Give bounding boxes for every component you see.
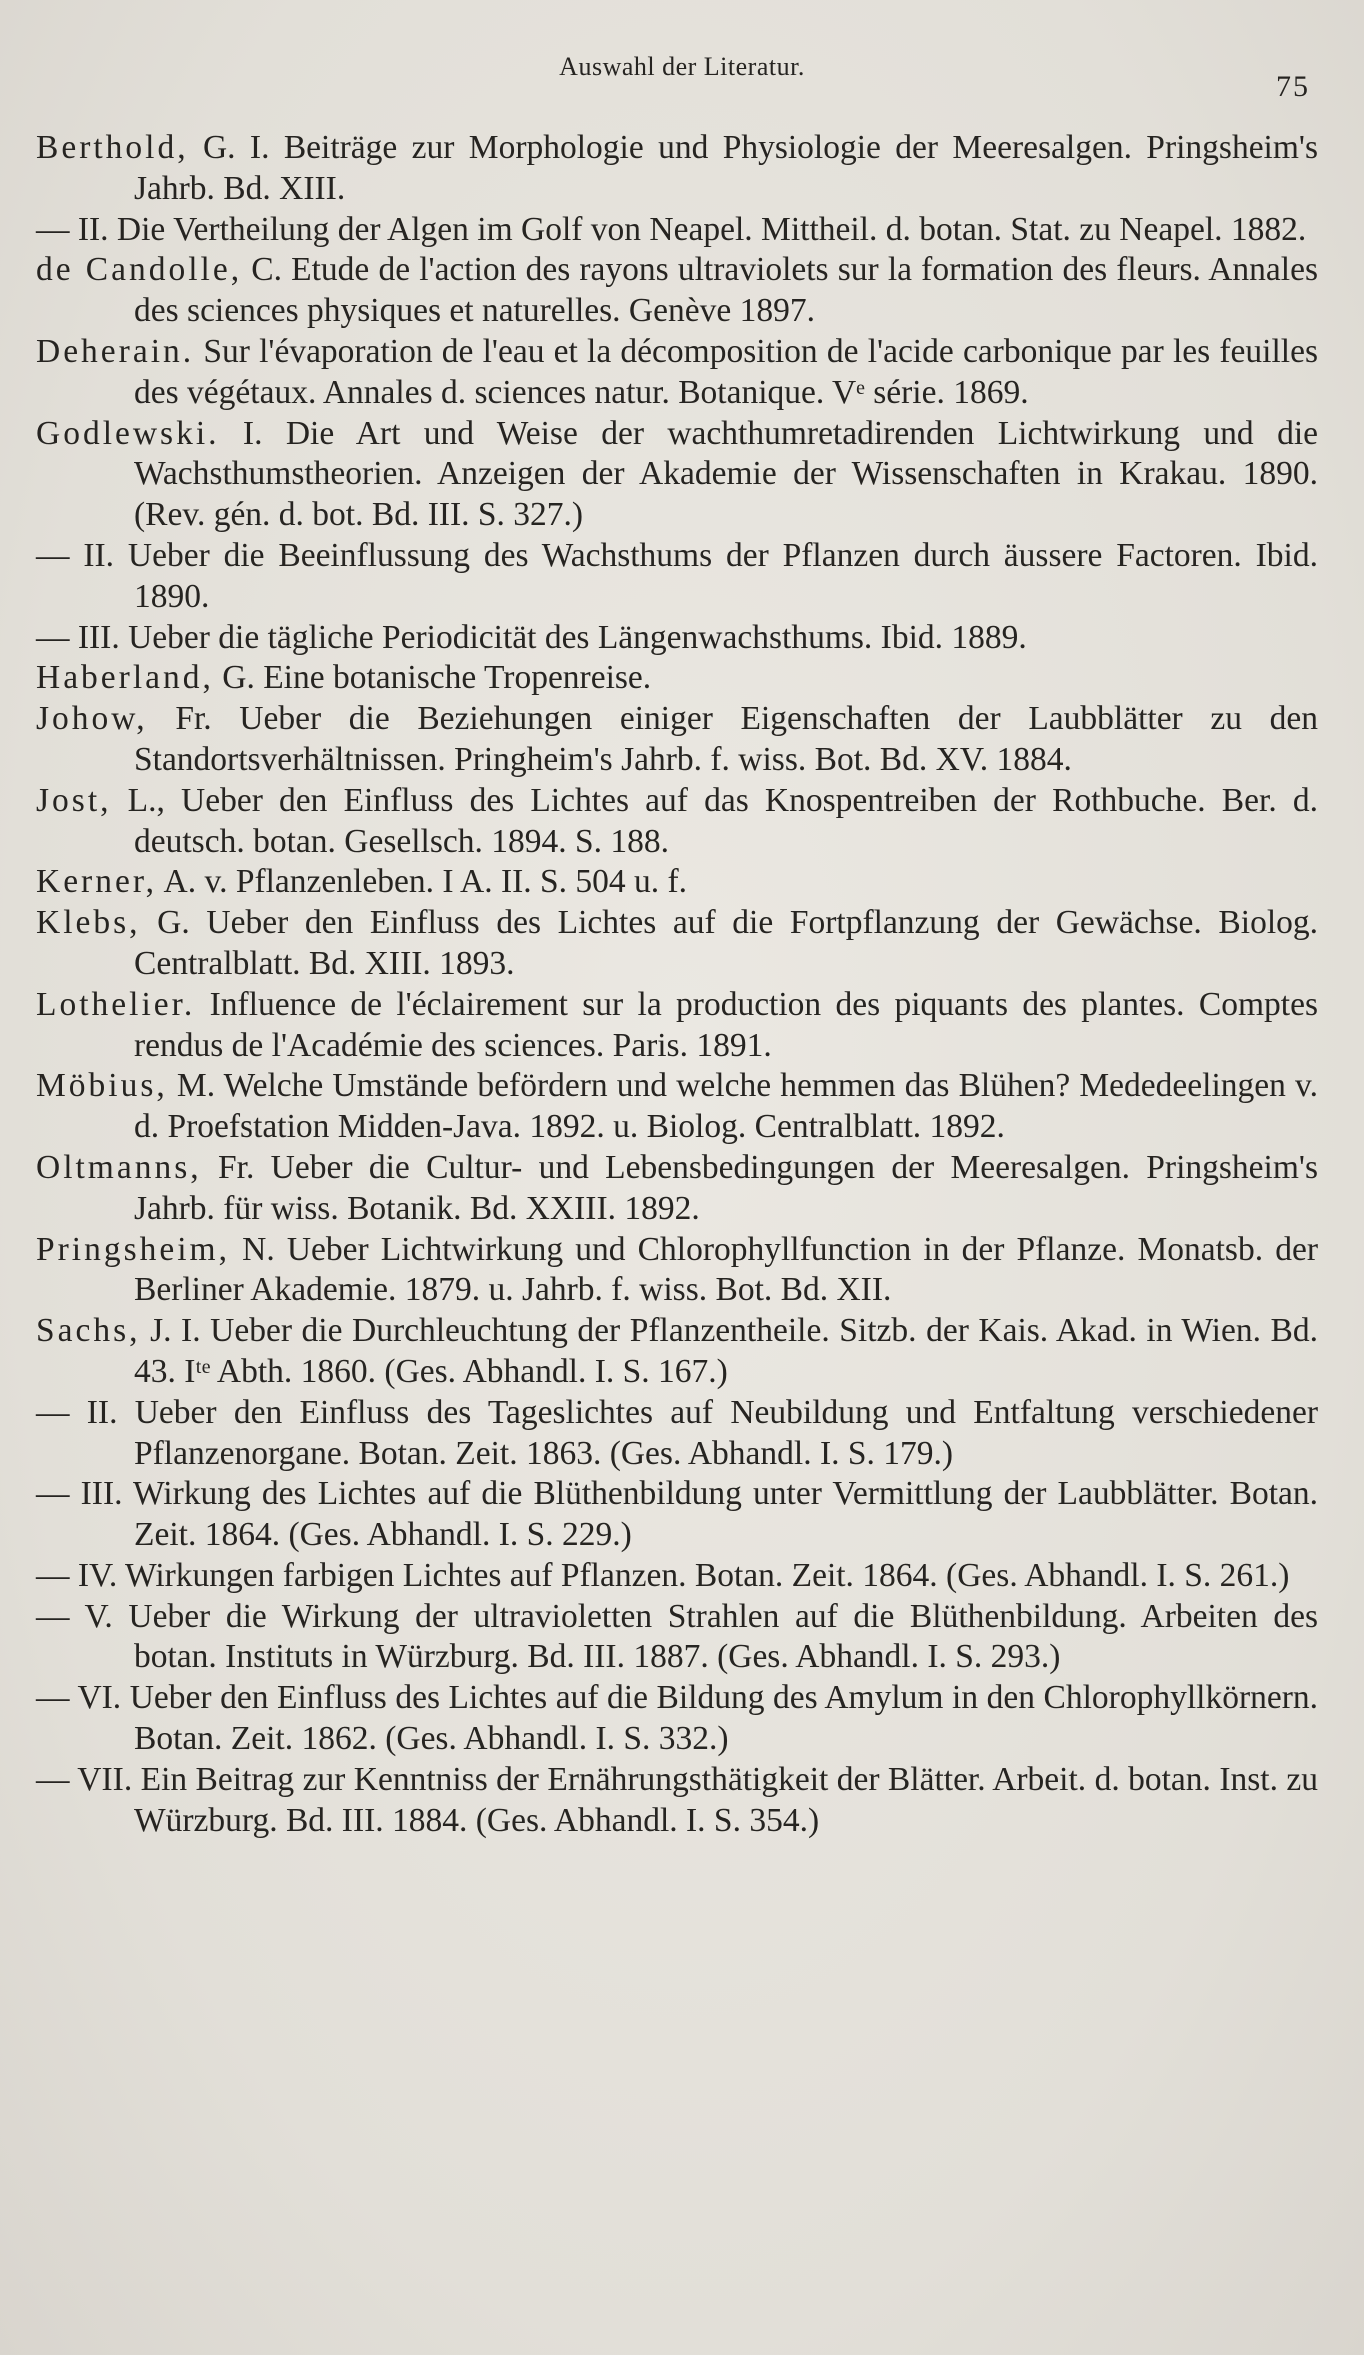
page-number: 75 — [1276, 70, 1310, 103]
bibliography-entry — [36, 1148, 1318, 1230]
entry-text: — III. Wirkung des Lichtes auf die Blüthenbildung unter Vermittlung der Laubblätter. Botan. Zeit. 1864. (Ges. Abhandl. I. S. 229.) — [36, 1475, 1318, 1554]
entry-text: I. Die Art und Weise der wachthumretadirenden Lichtwirkung und die Wachsthumstheorien. Anzeigen der Akademie der Wissenschaften in Krakau. 1890. (Rev. gén. d. bot. Bd. III. S. 327.) — [134, 414, 1318, 534]
entry-text: N. Ueber Lichtwirkung und Chlorophyllfunction in der Pflanze. Monatsb. der Berliner Akademie. 1879. u. Jahrb. f. wiss. Bot. Bd. XII. — [134, 1230, 1318, 1309]
bibliography-entry — [36, 1556, 1318, 1597]
bibliography-entry — [36, 699, 1318, 781]
bibliography-entry — [36, 128, 1318, 210]
entry-author: Johow, — [36, 700, 148, 738]
bibliography-entry — [36, 1066, 1318, 1148]
bibliography-entry — [36, 1474, 1318, 1556]
bibliography-entry — [36, 618, 1318, 659]
bibliography-entry — [36, 1597, 1318, 1679]
entry-text: G. Eine botanische Tropenreise. — [213, 659, 652, 697]
entry-author: Kerner, — [36, 863, 158, 901]
entry-author: Pringsheim, — [36, 1230, 230, 1268]
bibliography-list — [36, 128, 1318, 1841]
bibliography-entry — [36, 1760, 1318, 1842]
entry-author: Lothelier. — [36, 985, 196, 1023]
entry-author: Klebs, — [36, 904, 141, 942]
entry-author: Sachs, — [36, 1312, 141, 1350]
bibliography-entry — [36, 1678, 1318, 1760]
entry-text: — II. Ueber die Beeinflussung des Wachsthums der Pflanzen durch äussere Factoren. Ibid. 1890. — [36, 536, 1318, 615]
entry-text: — V. Ueber die Wirkung der ultravioletten Strahlen auf die Blüthenbildung. Arbeiten des botan. Instituts in Würzburg. Bd. III. 1887. (Ges. Abhandl. I. S. 293.) — [36, 1597, 1318, 1676]
bibliography-entry — [36, 414, 1318, 536]
entry-author: Möbius, — [36, 1067, 168, 1105]
entry-text: — VI. Ueber den Einfluss des Lichtes auf die Bildung des Amylum in den Chlorophyllkörnern. Botan. Zeit. 1862. (Ges. Abhandl. I. S. 332.) — [36, 1679, 1318, 1758]
entry-text: Influence de l'éclairement sur la production des piquants des plantes. Comptes rendus de l'Académie des sciences. Paris. 1891. — [134, 985, 1318, 1064]
entry-text: J. I. Ueber die Durchleuchtung der Pflanzentheile. Sitzb. der Kais. Akad. in Wien. Bd. 43. Iᵗᵉ Abth. 1860. (Ges. Abhandl. I. S. 167.) — [134, 1312, 1318, 1390]
entry-author: Deherain. — [36, 332, 195, 370]
entry-text: Fr. Ueber die Beziehungen einiger Eigenschaften der Laubblätter zu den Standortsverhältnissen. Pringheim's Jahrb. f. wiss. Bot. Bd. XV. 1884. — [134, 700, 1318, 778]
entry-author: Haberland, — [36, 659, 214, 697]
entry-text: Fr. Ueber die Cultur- und Lebensbedingungen der Meeresalgen. Pringsheim's Jahrb. für wiss. Botanik. Bd. XXIII. 1892. — [134, 1148, 1318, 1227]
entry-text: — IV. Wirkungen farbigen Lichtes auf Pflanzen. Botan. Zeit. 1864. (Ges. Abhandl. I. S. 261.) — [36, 1556, 1290, 1594]
entry-text: L., Ueber den Einfluss des Lichtes auf das Knospentreiben der Rothbuche. Ber. d. deutsch. botan. Gesellsch. 1894. S. 188. — [111, 781, 1318, 860]
entry-author: de Candolle, — [36, 251, 243, 289]
entry-text: — II. Ueber den Einfluss des Tageslichtes auf Neubildung und Entfaltung verschiedener Pflanzenorgane. Botan. Zeit. 1863. (Ges. Abhandl. I. S. 179.) — [36, 1393, 1318, 1472]
entry-text: A. v. Pflanzenleben. I A. II. S. 504 u. f. — [157, 863, 688, 901]
bibliography-entry — [36, 210, 1318, 251]
bibliography-entry — [36, 332, 1318, 414]
entry-text: Sur l'évaporation de l'eau et la décomposition de l'acide carbonique par les feuilles des végétaux. Annales d. sciences natur. Botanique. Vᵉ série. 1869. — [134, 332, 1318, 411]
entry-text: C. Etude de l'action des rayons ultraviolets sur la formation des fleurs. Annales des sciences physiques et naturelles. Genève 1897. — [134, 251, 1318, 330]
bibliography-entry — [36, 250, 1318, 332]
bibliography-entry — [36, 1230, 1318, 1312]
entry-author: Oltmanns, — [36, 1148, 202, 1186]
entry-text: M. Welche Umstände befördern und welche hemmen das Blühen? Mededeelingen v. d. Proefstation Midden-Java. 1892. u. Biolog. Centralblatt. 1892. — [134, 1067, 1318, 1146]
entry-author: Jost, — [36, 781, 112, 819]
bibliography-entry — [36, 862, 1318, 903]
bibliography-entry — [36, 985, 1318, 1067]
bibliography-entry — [36, 658, 1318, 699]
bibliography-entry — [36, 536, 1318, 618]
entry-author: Berthold, — [36, 129, 189, 166]
entry-text: G. I. Beiträge zur Morphologie und Physiologie der Meeresalgen. Pringsheim's Jahrb. Bd. XIII. — [134, 129, 1318, 207]
bibliography-entry — [36, 781, 1318, 863]
entry-text: G. Ueber den Einfluss des Lichtes auf die Fortpflanzung der Gewächse. Biolog. Centralblatt. Bd. XIII. 1893. — [134, 904, 1318, 982]
entry-author: Godlewski. — [36, 414, 220, 452]
running-head: Auswahl der Literatur. — [559, 52, 805, 81]
bibliography-entry — [36, 903, 1318, 985]
bibliography-entry — [36, 1311, 1318, 1393]
entry-text: — VII. Ein Beitrag zur Kenntniss der Ernährungsthätigkeit der Blätter. Arbeit. d. botan. Inst. zu Würzburg. Bd. III. 1884. (Ges. Abhandl. I. S. 354.) — [36, 1760, 1318, 1839]
entry-text: — III. Ueber die tägliche Periodicität des Längenwachsthums. Ibid. 1889. — [36, 618, 1027, 656]
entry-text: — II. Die Vertheilung der Algen im Golf von Neapel. Mittheil. d. botan. Stat. zu Neapel. 1882. — [36, 210, 1307, 248]
bibliography-entry — [36, 1393, 1318, 1475]
